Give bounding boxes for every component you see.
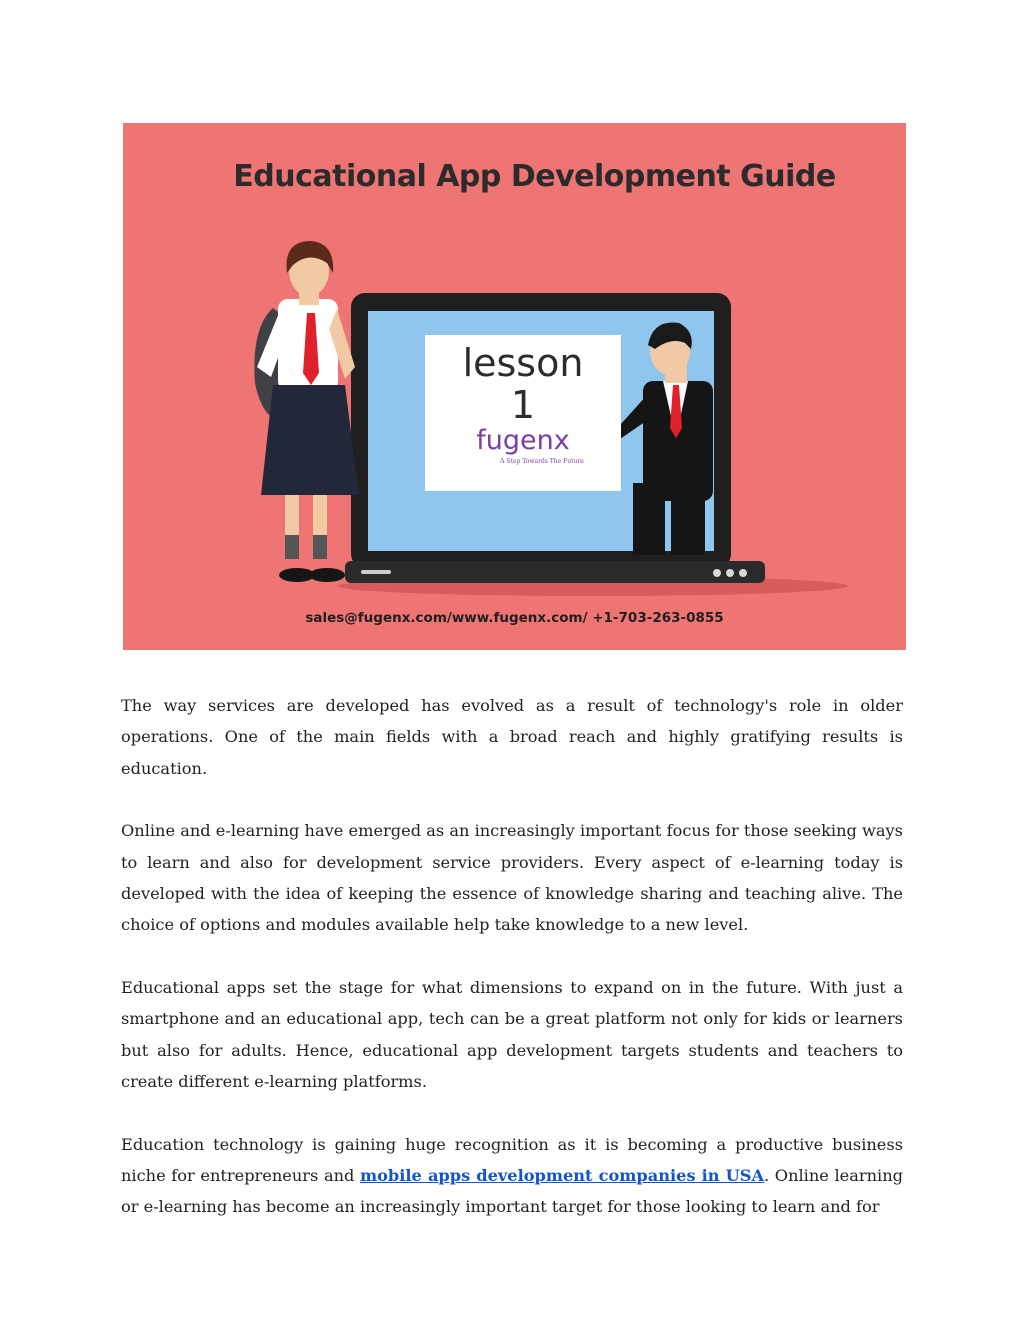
banner-title: Educational App Development Guide <box>233 159 836 194</box>
laptop-dot <box>739 569 747 577</box>
laptop-dot <box>726 569 734 577</box>
article-body <box>121 690 903 1254</box>
lesson-word: lesson <box>462 341 584 385</box>
paragraph-text: Education technology is gaining huge recognition as it is becoming a productive business niche for entrepreneurs and <box>121 1134 903 1186</box>
laptop-trackpad-slot <box>361 570 391 574</box>
lesson-card <box>425 335 621 491</box>
lesson-number: 1 <box>510 383 536 427</box>
paragraph <box>121 1129 903 1223</box>
laptop-dot <box>713 569 721 577</box>
laptop-base <box>345 561 765 583</box>
brand-tagline: A Step Towards The Future <box>500 458 584 465</box>
paragraph: The way services are developed has evolved as a result of technology's role in older operations. One of the main fields with a broad reach and highly gratifying results is education. <box>121 696 903 778</box>
student-figure <box>254 241 359 582</box>
hero-banner-image <box>123 123 906 650</box>
paragraph-text: . Online learning or e-learning has become an increasingly important target for those looking to learn and for <box>121 1166 903 1217</box>
mobile-apps-link[interactable]: mobile apps development companies in USA <box>360 1166 765 1186</box>
banner-contact: sales@fugenx.com/www.fugenx.com/ +1-703-263-0855 <box>305 610 724 626</box>
brand-logo: fugenx <box>476 425 570 456</box>
paragraph: Educational apps set the stage for what dimensions to expand on in the future. With just a smartphone and an educational app, tech can be a great platform not only for kids or learners but also for adults. Hence, educational app development targets students and teachers to create different e-learning platforms. <box>121 978 903 1091</box>
paragraph: Online and e-learning have emerged as an increasingly important focus for those seeking ways to learn and also for development service providers. Every aspect of e-learning today is developed with the idea of keeping the essence of knowledge sharing and teaching alive. The choice of options and modules available help take knowledge to a new level. <box>121 821 903 935</box>
